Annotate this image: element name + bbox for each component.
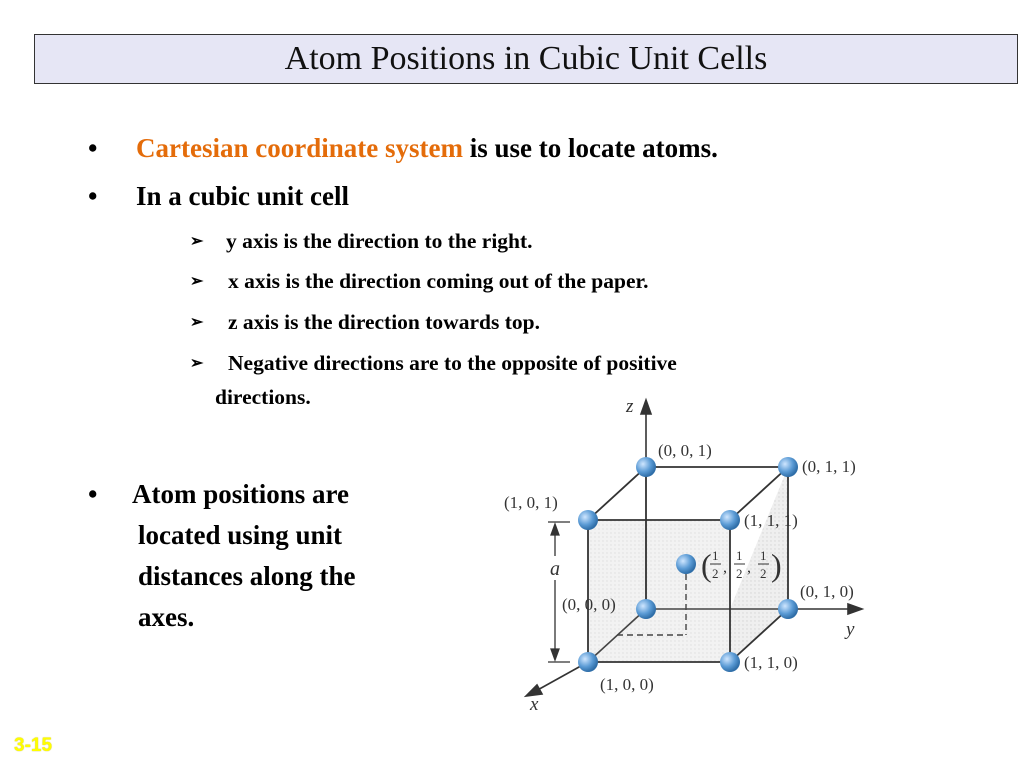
edge-length-label: a [550,558,560,580]
sub-bullet-text: z axis is the direction towards top. [228,310,540,334]
highlight-text: Cartesian coordinate system [136,133,463,163]
label-111: (1, 1, 1) [744,511,798,530]
frac-num: 1 [736,548,743,563]
arrow-bullet-icon: ➢ [190,233,204,250]
atom-110 [720,652,740,672]
bullet-line: located using unit [138,520,343,550]
label-000: (0, 0, 0) [562,595,616,614]
axis-x-label: x [530,694,539,715]
bullet-dot: • [88,181,98,211]
arrow-bullet-icon: ➢ [190,273,204,290]
atom-111 [720,510,740,530]
label-010: (0, 1, 0) [800,582,854,601]
sub-bullet-negative-cont [215,384,311,411]
bullet-text [136,132,718,164]
atom-center [676,554,696,574]
dimension-marker [548,522,570,662]
bullet-dot: • [88,133,98,163]
frac-den: 2 [760,566,767,581]
atom-101 [578,510,598,530]
bullet-text: In a cubic unit cell [136,181,350,211]
atom-010 [778,599,798,619]
frac-den: 2 [712,566,719,581]
label-110: (1, 1, 0) [744,653,798,672]
slide-title: Atom Positions in Cubic Unit Cells [34,34,1018,84]
slide-number: 3-15 [14,735,53,756]
bullet-line: Atom positions are [132,479,350,509]
axis-z-label: z [626,396,634,417]
atom-100 [578,652,598,672]
sub-bullet-text: y axis is the direction to the right. [226,229,533,253]
svg-text:): ) [771,547,782,583]
sub-bullet-text: x axis is the direction coming out of the paper. [228,269,649,293]
label-011: (0, 1, 1) [802,457,856,476]
axis-y-label: y [846,619,855,640]
svg-text:,: , [747,559,751,576]
svg-text:,: , [723,559,727,576]
frac-num: 1 [712,548,719,563]
label-001: (0, 0, 1) [658,441,712,460]
atom-011 [778,457,798,477]
atom-000 [636,599,656,619]
bullet-rest-text: is use to locate atoms. [462,133,718,163]
frac-num: 1 [760,548,767,563]
atom-001 [636,457,656,477]
frac-den: 2 [736,566,743,581]
label-101: (1, 0, 1) [504,493,558,512]
bullet-line: distances along the [138,561,356,591]
label-100: (1, 0, 0) [600,675,654,694]
bullet-dot: • [88,479,98,509]
sub-bullet-text: Negative directions are to the opposite of positive [228,351,677,375]
svg-text:(: ( [701,547,712,583]
sub-bullet-text: directions. [215,385,311,409]
front-face [588,520,730,662]
bullet-line: axes. [138,602,195,632]
cubic-unit-cell-diagram [490,392,890,717]
arrow-bullet-icon: ➢ [190,355,204,372]
arrow-bullet-icon: ➢ [190,314,204,331]
